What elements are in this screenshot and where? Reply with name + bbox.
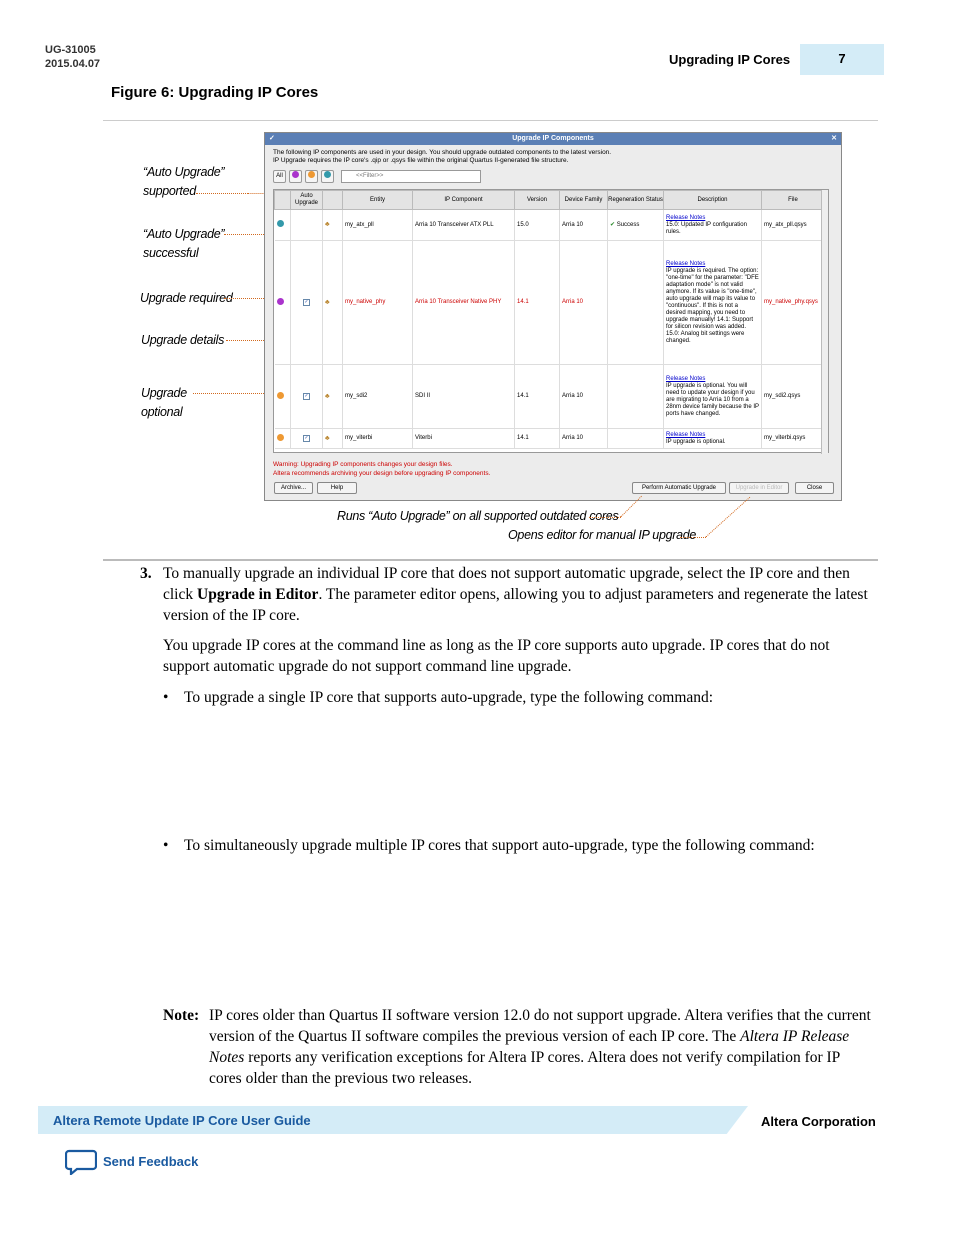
success-icon: [277, 220, 284, 227]
auto-upgrade-checkbox[interactable]: ✓: [304, 393, 309, 399]
leader-line: [196, 193, 248, 194]
upgrade-ip-dialog: [264, 132, 842, 501]
col-entity[interactable]: Entity: [343, 191, 413, 210]
col-version[interactable]: Version: [515, 191, 560, 210]
filter-required-button[interactable]: [289, 170, 302, 183]
dialog-titlebar: [265, 133, 841, 145]
perform-automatic-upgrade-button[interactable]: Perform Automatic Upgrade: [632, 482, 726, 494]
send-feedback-link[interactable]: Send Feedback: [103, 1154, 199, 1169]
callout-opens-editor: Opens editor for manual IP upgrade: [508, 528, 697, 542]
col-device-family[interactable]: Device Family: [560, 191, 608, 210]
callout-upgrade-required: Upgrade required: [140, 291, 233, 305]
ip-icon: ♣: [325, 298, 330, 306]
callout-auto-supported: “Auto Upgrade” supported: [143, 165, 225, 198]
optional-icon: [277, 392, 284, 399]
page-number: 7: [800, 44, 884, 75]
optional-icon: [308, 171, 315, 178]
dialog-title: Upgrade IP Components: [512, 135, 594, 142]
col-auto-upgrade[interactable]: Auto Upgrade: [291, 191, 323, 210]
note-label: Note:: [163, 1007, 200, 1024]
ip-icon: ♣: [325, 434, 330, 442]
vertical-scrollbar[interactable]: [821, 190, 828, 454]
bullet-multiple-upgrade: To simultaneously upgrade multiple IP cores that support auto-upgrade, type the following command:: [184, 837, 815, 854]
callout-upgrade-details: Upgrade details: [141, 333, 225, 347]
table-row[interactable]: ✓ ♣ my_sdi2 SDI II 14.1 Arria 10 Release Notes IP upgrade is optional. You will need to update your design if you are migrating to Arria 10 from a 28nm device family because the IP ports have changed. my_sdi2.qsys: [275, 365, 825, 429]
success-icon: [324, 171, 331, 178]
auto-upgrade-checkbox[interactable]: ✓: [304, 435, 309, 441]
optional-icon: [277, 434, 284, 441]
bullet-icon: •: [163, 689, 169, 706]
callout-upgrade-optional: Upgrade optional: [141, 386, 187, 419]
dialog-intro: The following IP components are used in your design. You should upgrade outdated components to the latest version. IP Upgrade requires the IP core's .qip or .qsys file within the original Quartus II-generated file structure.: [273, 149, 612, 164]
required-icon: [292, 171, 299, 178]
step-3-text: To manually upgrade an individual IP core that does not support automatic upgrade, select the IP core and then click Upgrade in Editor. The parameter editor opens, allowing you to adjust parameters and regenerate the latest version of the IP core.: [163, 565, 868, 624]
close-button[interactable]: Close: [795, 482, 834, 494]
leader-line: [680, 537, 706, 538]
figure-top-rule: [103, 120, 878, 121]
col-status[interactable]: [275, 191, 291, 210]
leader-line: [589, 517, 621, 518]
release-notes-link[interactable]: Release Notes: [666, 431, 706, 438]
figure-title: Figure 6: Upgrading IP Cores: [111, 84, 319, 101]
footer-company: Altera Corporation: [761, 1114, 876, 1129]
filter-input[interactable]: <<Filter>>: [341, 170, 481, 183]
archive-button[interactable]: Archive...: [274, 482, 313, 494]
callout-auto-successful: “Auto Upgrade” successful: [143, 227, 225, 260]
feedback-icon[interactable]: [65, 1149, 97, 1180]
help-button[interactable]: Help: [317, 482, 357, 494]
release-notes-title: Altera IP Release Notes: [209, 1028, 850, 1066]
bullet-icon: •: [163, 837, 169, 854]
footer-guide-title[interactable]: Altera Remote Update IP Core User Guide: [53, 1113, 311, 1128]
table-row[interactable]: ♣ my_atx_pll Arria 10 Transceiver ATX PLL 15.0 Arria 10 ✔ Success Release Notes 15.0: Updated IP configuration rules. my_atx_pll.qsys: [275, 210, 825, 241]
col-description[interactable]: Description: [664, 191, 762, 210]
note-text: IP cores older than Quartus II software version 12.0 do not support upgrade. Altera verifies that the current version of the Quartus II software compiles the previous version of each IP core. The Altera IP Release Notes reports any verification exceptions for Altera IP cores. Altera does not verify compilation for IP cores older than the previous two releases.: [209, 1007, 871, 1087]
section-title: Upgrading IP Cores: [669, 52, 791, 67]
table-row[interactable]: ✓ ♣ my_viterbi Viterbi 14.1 Arria 10 Release Notes IP upgrade is optional. my_viterbi.qsys: [275, 429, 825, 449]
col-regen-status[interactable]: Regeneration Status: [608, 191, 664, 210]
upgrade-in-editor-label: Upgrade in Editor: [197, 586, 319, 603]
step-number: 3.: [140, 565, 152, 582]
check-icon: ✔: [610, 221, 616, 228]
release-notes-link[interactable]: Release Notes: [666, 260, 706, 267]
filter-all-button[interactable]: All: [273, 170, 286, 183]
filter-optional-button[interactable]: [305, 170, 318, 183]
leader-line: [705, 497, 750, 538]
release-notes-link[interactable]: Release Notes: [666, 214, 706, 221]
app-icon: ✓: [269, 135, 275, 142]
dialog-warning: Warning: Upgrading IP components changes your design files. Altera recommends archiving your design before upgrading IP components.: [273, 461, 491, 477]
table-row[interactable]: ✓ ♣ my_native_phy Arria 10 Transceiver Native PHY 14.1 Arria 10 Release Notes IP upgrade is required. The option: "one-time" for the parameter: "DFE adaptation mode" is not valid anymore. If its value is "one-time", auto upgrade will map its value to "continuous". If this is not a desired mapping, you need to upgrade manually! 14.1: Support for silicon revision was added. 15.0: Analog bit settings were changed. my_native_phy.qsys: [275, 241, 825, 365]
figure-bottom-rule: [103, 559, 878, 561]
bullet-single-upgrade: To upgrade a single IP core that supports auto-upgrade, type the following command:: [184, 689, 714, 706]
col-icon[interactable]: [323, 191, 343, 210]
ip-components-table: [273, 189, 829, 453]
command-line-paragraph: You upgrade IP cores at the command line as long as the IP core supports auto upgrade. IP cores that do not support automatic upgrade do not support command line upgrade.: [163, 637, 830, 675]
auto-upgrade-checkbox[interactable]: ✓: [304, 299, 309, 305]
col-ip-component[interactable]: IP Component: [413, 191, 515, 210]
filter-success-button[interactable]: [321, 170, 334, 183]
doc-id-block: [45, 43, 100, 71]
callout-runs-auto-upgrade: Runs “Auto Upgrade” on all supported outdated cores: [337, 509, 619, 523]
col-file[interactable]: File: [762, 191, 825, 210]
doc-date: 2015.04.07: [45, 58, 101, 70]
dialog-toolbar: [273, 169, 481, 183]
close-icon[interactable]: ✕: [831, 135, 837, 142]
upgrade-in-editor-button[interactable]: Upgrade in Editor: [729, 482, 789, 494]
release-notes-link[interactable]: Release Notes: [666, 375, 706, 382]
ip-icon: ♣: [325, 392, 330, 400]
ip-icon: ♣: [325, 221, 330, 228]
required-icon: [277, 298, 284, 305]
doc-id: UG-31005: [45, 44, 96, 56]
